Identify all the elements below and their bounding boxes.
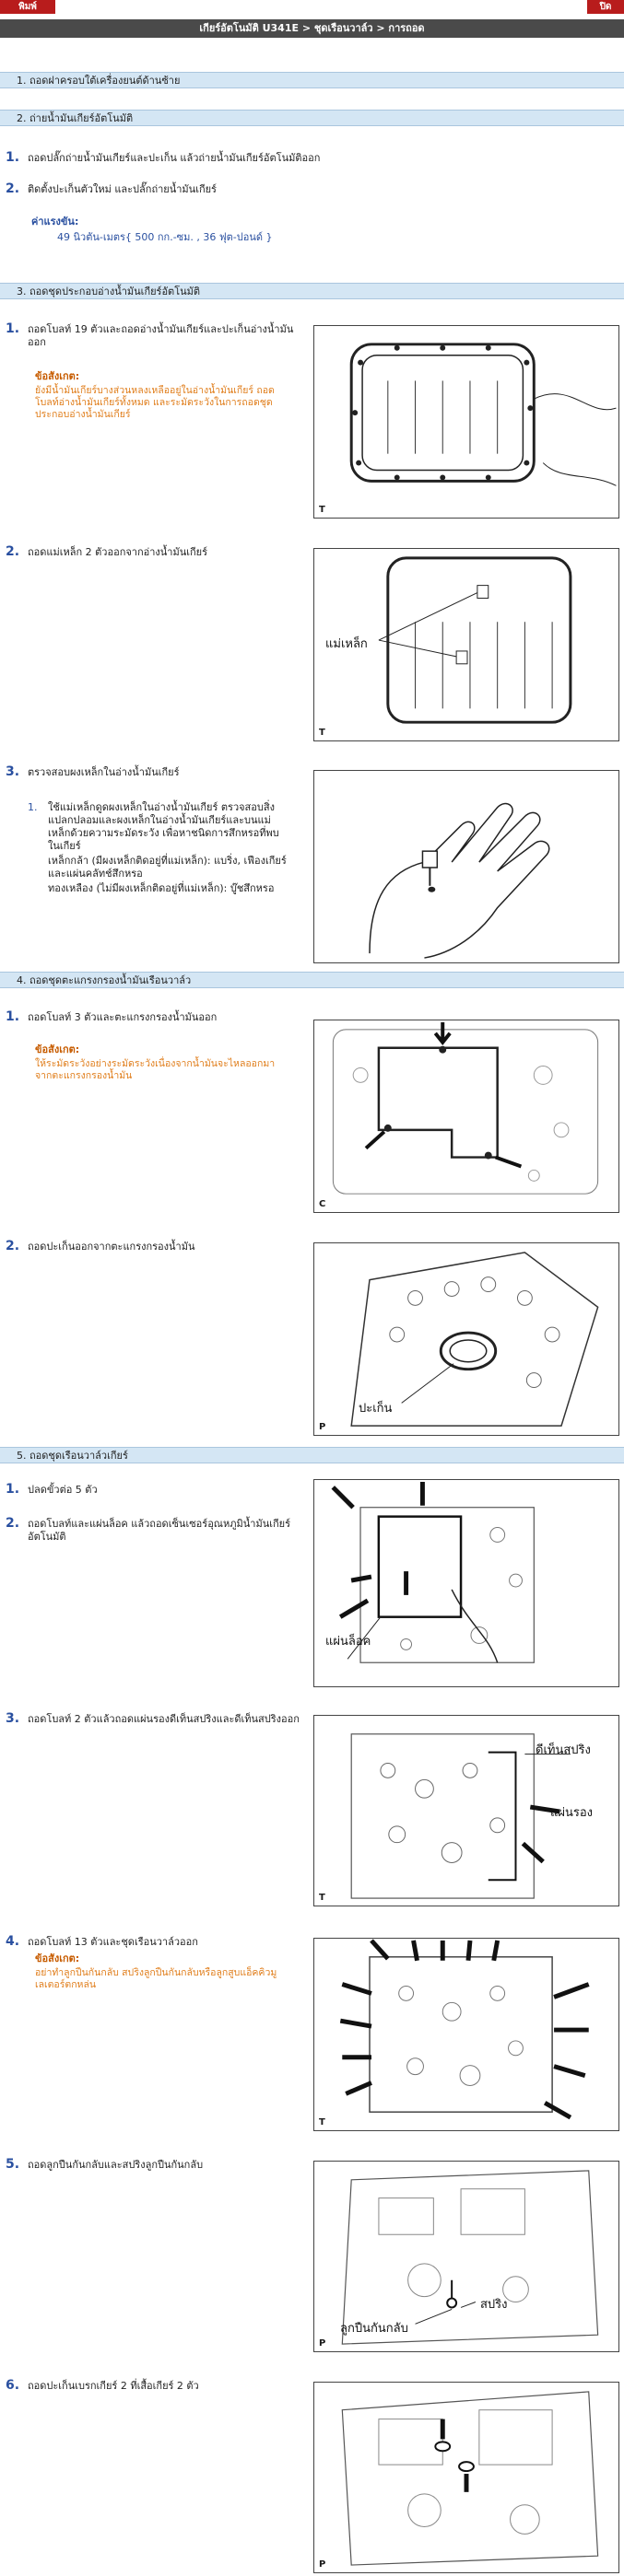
step-number: 4. bbox=[6, 1934, 20, 1949]
figure-hand-magnet bbox=[313, 770, 619, 963]
figure-corner-mark: T bbox=[319, 2117, 325, 2127]
figure-label-detent-spring: ดีเท็นสปริง bbox=[536, 1743, 591, 1757]
step-text: ปลดขั้วต่อ 5 ตัว bbox=[28, 1484, 98, 1496]
figure-corner-mark: P bbox=[319, 1422, 326, 1432]
step-text: ติดตั้งปะเก็นตัวใหม่ และปลั๊กถ่ายน้ำมันเกียร์ bbox=[28, 183, 217, 195]
note-text: อย่าทำลูกปืนกันกลับ สปริงลูกปืนกันกลับหรือลูกสูบแอ็คคิวมูเลเตอร์ตกหล่น bbox=[35, 1967, 277, 1990]
page-title: เกียร์อัตโนมัติ U341E > ชุดเรือนวาล์ว > การถอด bbox=[0, 19, 624, 38]
figure-strainer-gasket bbox=[313, 1242, 619, 1436]
step-text: ตรวจสอบผงเหล็กในอ่างน้ำมันเกียร์ bbox=[28, 766, 180, 778]
print-button[interactable]: พิมพ์ bbox=[0, 0, 55, 14]
figure-lock-plate bbox=[313, 1479, 619, 1687]
note-text: ให้ระมัดระวังอย่างระมัดระวังเนื่องจากน้ำมันจะไหลออกมาจากตะแกรงกรองน้ำมัน bbox=[35, 1058, 276, 1081]
step-number: 1. bbox=[6, 1482, 20, 1497]
section-header-1: 1. ถอดฝาครอบใต้เครื่องยนต์ด้านซ้าย bbox=[0, 72, 624, 88]
figure-check-ball bbox=[313, 2161, 619, 2352]
step-text: ถอดปะเก็นออกจากตะแกรงกรองน้ำมัน bbox=[28, 1241, 195, 1253]
section-header-2: 2. ถ่ายน้ำมันเกียร์อัตโนมัติ bbox=[0, 110, 624, 126]
figure-magnets bbox=[313, 548, 619, 741]
note-label: ข้อสังเกต: bbox=[35, 1952, 80, 1964]
section-header-4: 4. ถอดชุดตะแกรงกรองน้ำมันเรือนวาล์ว bbox=[0, 972, 624, 988]
step-number: 1. bbox=[6, 321, 20, 336]
figure-strainer bbox=[313, 1020, 619, 1213]
step-text: ถอดลูกปืนกันกลับและสปริงลูกปืนกันกลับ bbox=[28, 2159, 204, 2171]
figure-corner-mark: T bbox=[319, 505, 325, 515]
figure-label-lock-plate: แผ่นล็อค bbox=[325, 1635, 371, 1649]
step-number: 1. bbox=[6, 150, 20, 165]
figure-brake-gaskets bbox=[313, 2382, 619, 2573]
figure-valve-body-bolts bbox=[313, 1938, 619, 2131]
sub-step-number: 1. bbox=[28, 801, 38, 813]
strainer-illustration bbox=[314, 1020, 618, 1212]
step-number: 5. bbox=[6, 2157, 20, 2172]
figure-label-check-ball: ลูกปืนกันกลับ bbox=[340, 2322, 408, 2336]
sub-step-text-brass: ทองเหลือง (ไม่มีผงเหล็กติดอยู่ที่แม่เหล็ก): บู๊ชสึกหรอ bbox=[48, 882, 275, 894]
note-label: ข้อสังเกต: bbox=[35, 370, 80, 382]
step-text: ถอดปะเก็นเบรกเกียร์ 2 ที่เสื้อเกียร์ 2 ตัว bbox=[28, 2380, 199, 2392]
section-header-3: 3. ถอดชุดประกอบอ่างน้ำมันเกียร์อัตโนมัติ bbox=[0, 283, 624, 299]
top-bar bbox=[0, 0, 624, 15]
step-text: ถอดโบลท์ 13 ตัวและชุดเรือนวาล์วออก bbox=[28, 1936, 198, 1948]
oil-pan-illustration bbox=[314, 326, 618, 518]
step-number: 3. bbox=[6, 764, 20, 779]
step-text: ถอดแม่เหล็ก 2 ตัวออกจากอ่างน้ำมันเกียร์ bbox=[28, 546, 208, 558]
note-text: ยังมีน้ำมันเกียร์บางส่วนหลงเหลืออยู่ในอ่างน้ำมันเกียร์ ถอดโบลท์อ่างน้ำมันเกียร์ทั้งหมด และระมัดระวังในการถอดชุดประกอบอ่างน้ำมันเกียร์ bbox=[35, 385, 275, 420]
step-number: 2. bbox=[6, 1516, 20, 1531]
step-number: 2. bbox=[6, 544, 20, 559]
torque-label: ค่าแรงขัน: bbox=[31, 216, 79, 227]
figure-corner-mark: T bbox=[319, 1893, 325, 1903]
torque-value: 49 นิวตัน-เมตร{ 500 กก.-ซม. , 36 ฟุต-ปอนด์ } bbox=[57, 231, 273, 243]
step-number: 2. bbox=[6, 181, 20, 196]
figure-corner-mark: P bbox=[319, 2338, 326, 2349]
figure-label-gasket: ปะเก็น bbox=[359, 1402, 393, 1416]
figure-corner-mark: C bbox=[319, 1199, 326, 1209]
section-header-5: 5. ถอดชุดเรือนวาล์วเกียร์ bbox=[0, 1447, 624, 1463]
step-text: ถอดโบลท์ 3 ตัวและตะแกรงกรองน้ำมันออก bbox=[28, 1011, 218, 1023]
figure-label-magnet: แม่เหล็ก bbox=[325, 637, 368, 651]
step-number: 3. bbox=[6, 1711, 20, 1726]
sub-step-text: ใช้แม่เหล็กดูดผงเหล็กในอ่างน้ำมันเกียร์ ตรวจสอบสิ่งแปลกปลอมและผงเหล็กในอ่างน้ำมันเกียร์และบนแม่เหล็กด้วยความระมัดระวัง เพื่อหาชนิดการสึกหรอที่พบในเกียร์ bbox=[48, 801, 279, 852]
figure-label-spring-seat: แผ่นรอง bbox=[550, 1806, 594, 1820]
figure-oil-pan-bolts bbox=[313, 325, 619, 519]
figure-corner-mark: P bbox=[319, 2559, 326, 2570]
lock-plate-illustration bbox=[314, 1480, 618, 1686]
valve-body-illustration bbox=[314, 1939, 618, 2130]
step-text: ถอดโบลท์ 19 ตัวและถอดอ่างน้ำมันเกียร์และปะเก็นอ่างน้ำมันออก bbox=[28, 323, 294, 348]
sub-step-text-steel: เหล็กกล้า (มีผงเหล็กติดอยู่ที่แม่เหล็ก): แบริ่ง, เฟืองเกียร์ และแผ่นคลัทช์สึกหรอ bbox=[48, 855, 287, 880]
step-text: ถอดโบลท์ 2 ตัวแล้วถอดแผ่นรองดีเท็นสปริงและดีเท็นสปริงออก bbox=[28, 1713, 300, 1725]
figure-detent-spring bbox=[313, 1715, 619, 1906]
hand-magnet-illustration bbox=[314, 771, 618, 962]
close-button[interactable]: ปิด bbox=[587, 0, 624, 14]
step-number: 2. bbox=[6, 1239, 20, 1253]
step-text: ถอดโบลท์และแผ่นล็อค แล้วถอดเซ็นเซอร์อุณหภูมิน้ำมันเกียร์อัตโนมัติ bbox=[28, 1518, 290, 1543]
step-number: 6. bbox=[6, 2378, 20, 2393]
figure-label-spring: สปริง bbox=[480, 2298, 508, 2312]
figure-corner-mark: T bbox=[319, 728, 325, 738]
note-label: ข้อสังเกต: bbox=[35, 1043, 80, 1055]
step-number: 1. bbox=[6, 1009, 20, 1024]
brake-gaskets-illustration bbox=[314, 2383, 618, 2572]
step-text: ถอดปลั๊กถ่ายน้ำมันเกียร์และปะเก็น แล้วถ่ายน้ำมันเกียร์อัตโนมัติออก bbox=[28, 152, 321, 164]
